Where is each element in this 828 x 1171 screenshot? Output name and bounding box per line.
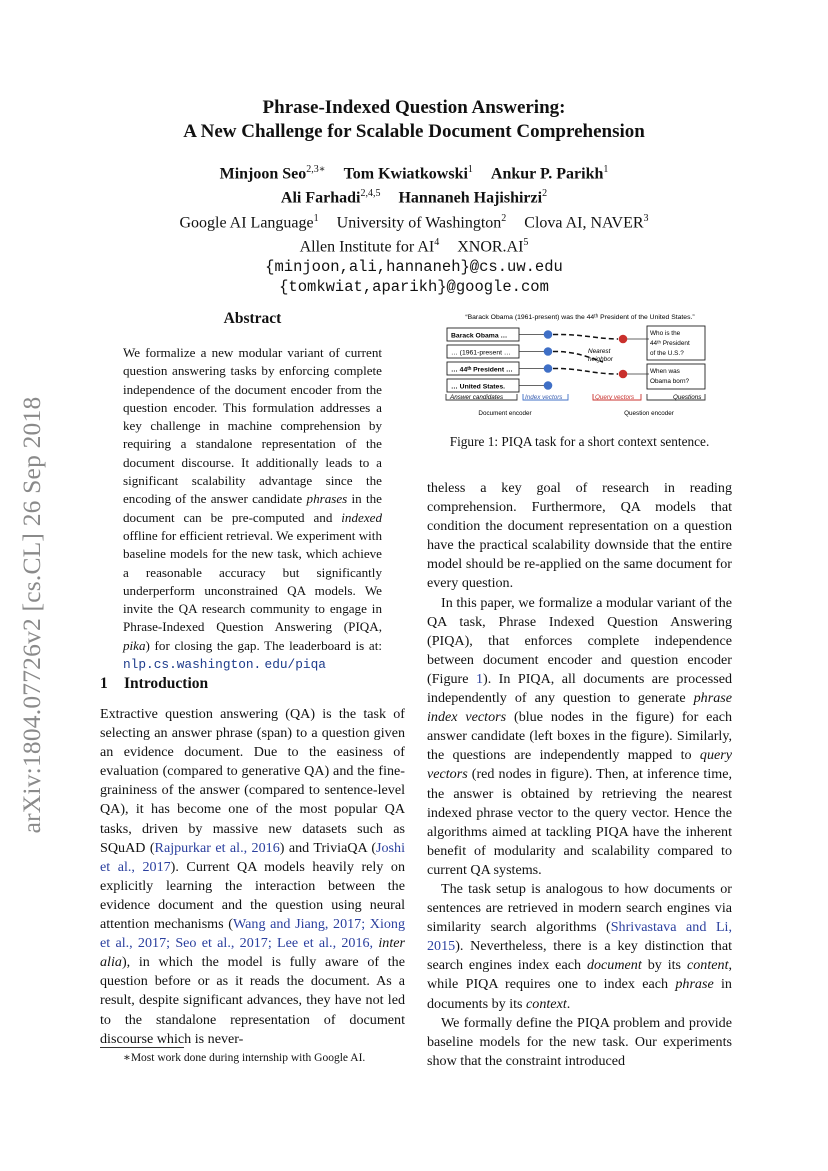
- affiliation-line-2: Allen Institute for $AI^4$ $XNOR.AI^5$: [299, 236, 529, 256]
- paragraph: We formally define the PIQA problem and provide baseline models for the new task. Our experiments show that the constraint introduced: [427, 1014, 732, 1069]
- arxiv-watermark: arXiv:1804.07726v2 [cs.CL] 26 Sep 2018: [17, 396, 46, 834]
- query-vector-nodes: [619, 335, 628, 379]
- citation-link[interactable]: Rajpurkar et al., 2016: [154, 839, 280, 856]
- author-name: Tom Kwiatkowski: [343, 165, 468, 183]
- svg-text:neighbor: neighbor: [588, 356, 613, 363]
- svg-text:Nearest: Nearest: [588, 348, 611, 355]
- author-name: Ali Farhadi: [280, 189, 361, 207]
- svg-text:of the U.S.?: of the U.S.?: [650, 350, 684, 357]
- title-line-1: Phrase-Indexed Question Answering:: [262, 97, 566, 118]
- paragraph: In this paper, we formalize a modular variant of the QA task, Phrase Indexed Question Answering (PIQA), that enforces complete independence between document encoder and question encoder (Figure 1). In PIQA, all documents are processed independently of any question to generate phrase index vectors (blue nodes in the figure) for each answer candidate (left boxes in the figure). Similarly, the questions are independently mapped to query vectors (red nodes in figure). Then, at inference time, the answer is obtained by retrieving the nearest indexed phrase vector to the query vector. Hence the algorithms aimed at tackling PIQA have the inherent benefit of modularity and scalability compared to current QA systems.: [427, 594, 733, 878]
- author-line-1: Minjoon Seo$^{2,3∗}$ Tom Kwiatkowski$^1$ Ankur P. Parikh$^1$: [219, 164, 609, 183]
- svg-text:When was: When was: [650, 368, 680, 375]
- label-document-encoder: Document encoder: [478, 410, 532, 417]
- author-line-2: Ali Farhadi$^{2,4,5}$ Hannaneh Hajishirzi$^2$: [280, 188, 548, 207]
- figure-ref-link[interactable]: 1: [475, 670, 483, 687]
- author-block: [0, 160, 828, 297]
- leaderboard-link-cont[interactable]: edu/piqa: [264, 657, 326, 673]
- figure-caption: Figure 1: PIQA task for a short context sentence.: [449, 434, 710, 449]
- author-name: Hannaneh Hajishirzi: [398, 189, 543, 207]
- figure-quote: “Barack Obama (1961-present) was the 44ᵗʰ President of the United States.”: [465, 314, 695, 321]
- label-questions: Questions: [673, 394, 702, 401]
- paragraph: theless a key goal of research in reading comprehension. Furthermore, QA models that condition the document representation on a question have the practical scalability downside that the entire model should be re-applied on the same document for every question.: [427, 480, 732, 592]
- doc-box-4: … United States.: [451, 383, 506, 391]
- doc-box-1: Barack Obama …: [451, 332, 508, 340]
- author-name: Ankur P. Parikh: [490, 165, 604, 183]
- leaderboard-link[interactable]: nlp.cs.washington.: [123, 657, 262, 673]
- intro-left-column: [100, 705, 405, 1049]
- label-answer-candidates: Answer candidates: [450, 394, 504, 401]
- citation-link[interactable]: Joshi et al., 2017: [100, 839, 405, 875]
- piqa-diagram: [443, 312, 717, 418]
- label-question-encoder: Question encoder: [624, 410, 674, 417]
- email-line-1: {minjoon,ali,hannaneh}@cs.uw.edu: [265, 258, 563, 277]
- doc-box-3: … 44ᵗʰ President …: [451, 366, 513, 374]
- svg-text:44ᵗʰ President: 44ᵗʰ President: [650, 340, 690, 347]
- figure-1: [443, 312, 717, 418]
- footnote: ∗Most work done during internship with Google AI.: [123, 1052, 366, 1064]
- doc-box-2: … (1961-present …: [451, 349, 511, 357]
- svg-text:Obama born?: Obama born?: [650, 378, 690, 385]
- abstract-text: We formalize a new modular variant of current question answering tasks by enforcing complete independence of the document encoder from the question encoder. This formulation addresses a key challenge in machine comprehension by requiring a standalone representation of the document discourse. It additionally leads to a significant scalability advantage since the encoding of the answer candidate phrases in the document can be pre-computed and indexed offline for efficient retrieval. We experiment with baseline models for the new task, which achieve a reasonable accuracy but significantly underperform unconstrained QA models. We invite the QA research community to engage in Phrase-Indexed Question Answering (PIQA, pika) for closing the gap. The leaderboard is at: nlp.cs.washington. edu/piqa: [123, 345, 382, 673]
- email-line-2: {tomkwiat,aparikh}@google.com: [279, 278, 549, 297]
- title-line-2: A New Challenge for Scalable Document Comprehension: [183, 121, 645, 142]
- footnote-rule: [100, 1047, 184, 1048]
- intro-right-column: [427, 479, 732, 1071]
- svg-text:Who is the: Who is the: [650, 330, 681, 337]
- document-boxes: [447, 328, 519, 392]
- abstract-heading: Abstract: [223, 310, 282, 327]
- question-boxes: [647, 326, 705, 389]
- label-index-vectors: Index vectors: [525, 394, 563, 401]
- index-vector-nodes: [544, 330, 553, 390]
- intro-paragraph: Extractive question answering (QA) is the task of selecting an answer phrase (span) to a question given an evidence document. Due to the easiness of evaluation (compared to generative QA) and the fine-graininess of the answer (compared to sentence-level QA), it has become one of the most popular QA tasks, driven by massive new datasets such as SQuAD (Rajpurkar et al., 2016) and TriviaQA (Joshi et al., 2017). Current QA models heavily rely on explicitly learning the interaction between the evidence document and the question using neural attention mechanisms (Wang and Jiang, 2017; Xiong et al., 2017; Seo et al., 2017; Lee et al., 2016, inter alia), in which the model is fully aware of the question before or as it reads the document. As a result, despite significant advances, they have not led to the standalone representation of document discourse which is never-: [100, 706, 406, 1047]
- label-query-vectors: Query vectors: [595, 394, 635, 401]
- affiliation-line-1: Google AI Language$^1$ University of Washington$^2$ Clova AI, NAVER$^3$: [179, 212, 649, 231]
- section-heading: 1 Introduction: [100, 675, 209, 692]
- paper-title: [0, 96, 828, 144]
- paragraph: The task setup is analogous to how documents or sentences are retrieved in modern search engines via similarity search algorithms (Shrivastava and Li, 2015). Nevertheless, there is a key distinction that search engines index each document by its content, while PIQA requires one to index each phrase in documents by its context.: [427, 880, 733, 1012]
- citation-link[interactable]: Shrivastava and Li, 2015: [427, 919, 732, 955]
- encoder-arrows: [519, 335, 649, 386]
- author-name: Minjoon Seo: [219, 165, 307, 183]
- citation-link[interactable]: Wang and Jiang, 2017; Xiong et al., 2017; Seo et al., 2017; Lee et al., 2016,: [100, 916, 406, 952]
